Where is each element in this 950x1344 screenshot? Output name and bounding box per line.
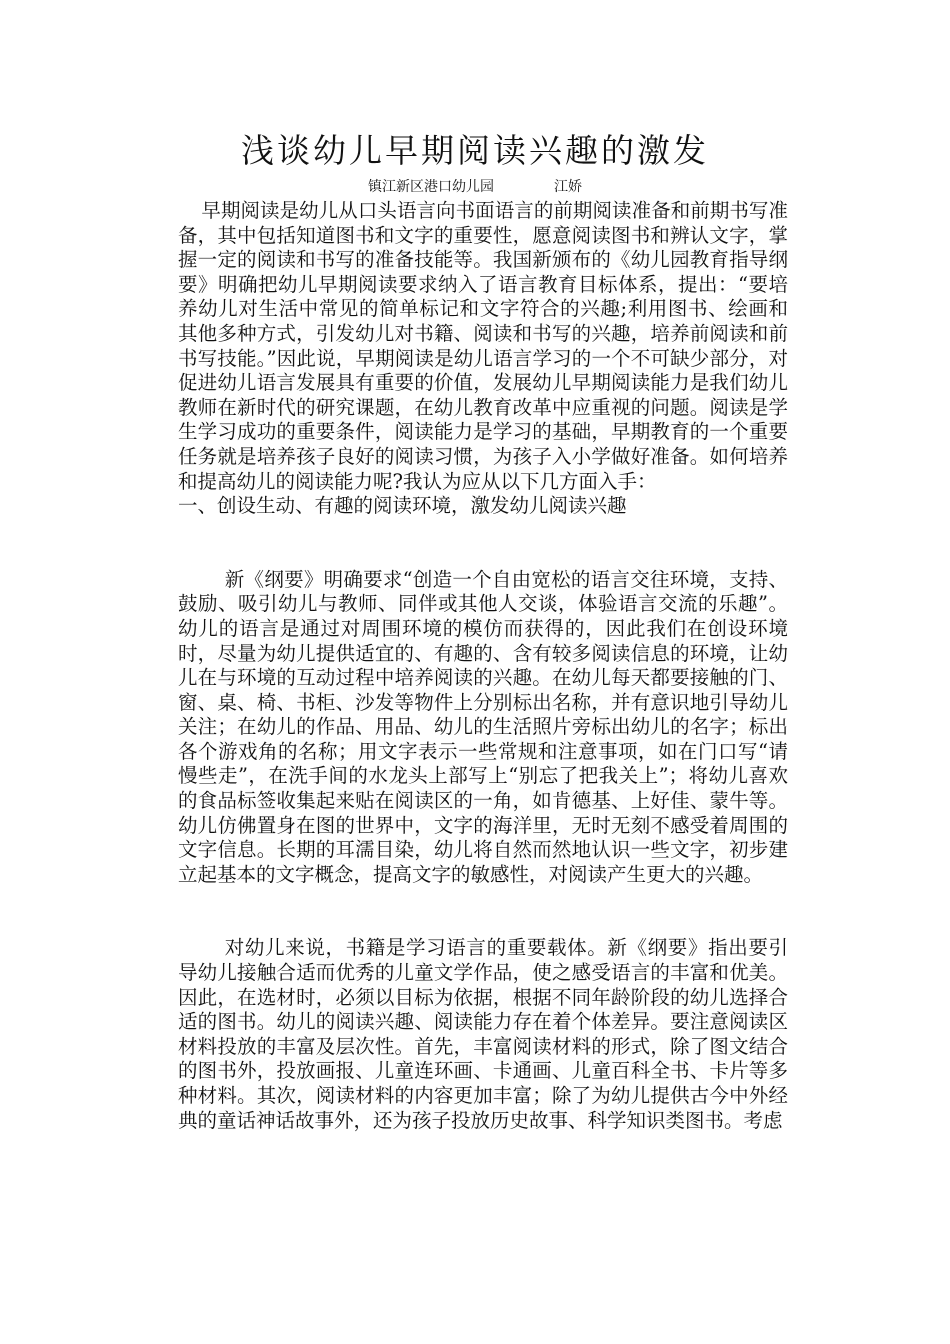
paragraph-spacer: [178, 887, 788, 936]
section-heading: 一、创设生动、有趣的阅读环境，激发幼儿阅读兴趣: [178, 494, 627, 518]
paragraph-environment: 新《纲要》明确要求“创造一个自由宽松的语言交往环境，支持、鼓励、吸引幼儿与教师、同伴或其他人交谈，体验语言交流的乐趣”。幼儿的语言是通过对周围环境的模仿而获得的，因此我们在创设环境时，尽量为幼儿提供适宜的、有趣的、含有较多阅读信息的环境，让幼儿在与环境的互动过程中培养阅读的兴趣。在幼儿每天都要接触的门、窗、桌、椅、书柜、沙发等物件上分别标出名称，并有意识地引导幼儿关注；在幼儿的作品、用品、幼儿的生活照片旁标出幼儿的名字；标出各个游戏角的名称；用文字表示一些常规和注意事项，如在门口写“请慢些走”，在洗手间的水龙头上部写上“别忘了把我关上”；将幼儿喜欢的食品标签收集起来贴在阅读区的一角，如肯德基、上好佳、蒙牛等。幼儿仿佛置身在图的世界中，文字的海洋里，无时无刻不感受着周围的文字信息。长期的耳濡目染，幼儿将自然而然地认识一些文字，初步建立起基本的文字概念，提高文字的敏感性，对阅读产生更大的兴趣。: [178, 567, 788, 886]
byline: [0, 177, 950, 197]
document-body: [178, 199, 788, 1133]
affiliation: 镇江新区港口幼儿园: [368, 179, 494, 195]
author: 江娇: [554, 179, 582, 195]
paragraph-spacer: [178, 519, 788, 568]
paragraph-books: 对幼儿来说，书籍是学习语言的重要载体。新《纲要》指出要引导幼儿接触合适而优秀的儿童文学作品，使之感受语言的丰富和优美。因此，在选材时，必须以目标为依据，根据不同年龄阶段的幼儿选择合适的图书。幼儿的阅读兴趣、阅读能力存在着个体差异。要注意阅读区材料投放的丰富及层次性。首先，丰富阅读材料的形式，除了图文结合的图书外，投放画报、儿童连环画、卡通画、儿童百科全书、卡片等多种材料。其次，阅读材料的内容更加丰富；除了为幼儿提供古今中外经典的童话神话故事外，还为孩子投放历史故事、科学知识类图书。考虑: [178, 936, 788, 1132]
paragraph-intro: 早期阅读是幼儿从口头语言向书面语言的前期阅读准备和前期书写准备，其中包括知道图书和文字的重要性，愿意阅读图书和辨认文字，掌握一定的阅读和书写的准备技能等。我国新颁布的《幼儿园教育指导纲要》明确把幼儿早期阅读要求纳入了语言教育目标体系，提出：“要培养幼儿对生活中常见的简单标记和文字符合的兴趣;利用图书、绘画和其他多种方式，引发幼儿对书籍、阅读和书写的兴趣，培养前阅读和前书写技能。”因此说，早期阅读是幼儿语言学习的一个不可缺少部分，对促进幼儿语言发展具有重要的价值，发展幼儿早期阅读能力是我们幼儿教师在新时代的研究课题，在幼儿教育改革中应重视的问题。阅读是学生学习成功的重要条件，阅读能力是学习的基础，早期教育的一个重要任务就是培养孩子良好的阅读习惯，为孩子入小学做好准备。如何培养和提高幼儿的阅读能力呢?我认为应从以下几方面入手：: [178, 199, 788, 493]
document-title: 浅谈幼儿早期阅读兴趣的激发: [241, 131, 709, 170]
